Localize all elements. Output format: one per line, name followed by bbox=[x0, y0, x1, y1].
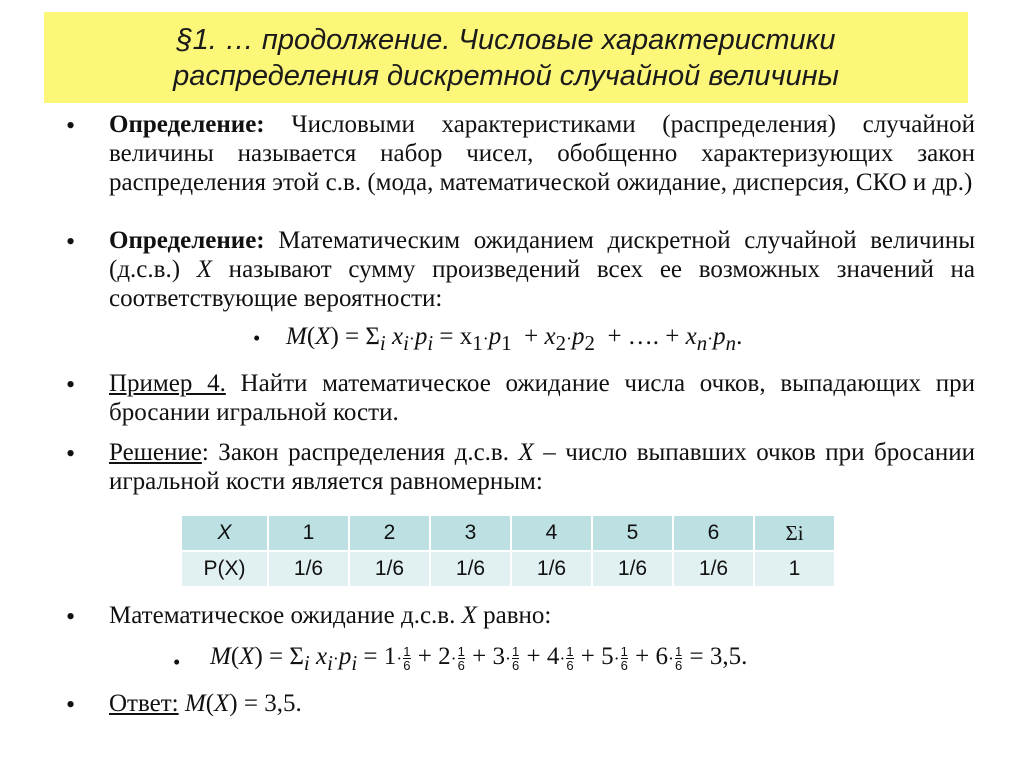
table-header-cell: 6 bbox=[673, 515, 754, 551]
formula-index: n bbox=[725, 331, 737, 355]
formula-p: p bbox=[414, 323, 428, 350]
table-header-cell: 5 bbox=[592, 515, 673, 551]
definition-label: Определение: bbox=[109, 111, 265, 138]
term-value: 5 bbox=[601, 643, 614, 670]
variable-x: X bbox=[196, 256, 212, 283]
answer: Ответ: M(X) = 3,5. bbox=[109, 690, 302, 717]
formula-index: i bbox=[403, 331, 409, 355]
bullet-marker: • bbox=[66, 370, 76, 399]
fraction-one-sixth: $\frac{1}{6}$ bbox=[675, 643, 683, 673]
definition-2-text-a: Математическим ожиданием дискретной случайной величины (д.с.в.) bbox=[109, 227, 975, 283]
solution-text-b: – число выпавших очков при бросании игральной кости является равномерным: bbox=[109, 439, 975, 495]
title-banner bbox=[44, 12, 968, 103]
expect-text-a: Математическое ожидание д.с.в. bbox=[109, 602, 462, 629]
fraction-one-sixth: $\frac{1}{6}$ bbox=[566, 643, 574, 673]
expectation-statement bbox=[109, 601, 975, 630]
table-row-label: P(X) bbox=[181, 551, 268, 587]
expectation-computation: $M(X) = \Sigma_i$ $x_i\cdot p_i = 1\cdot$ $\frac{1}{6}$ + 2· $\frac{1}{6}$ + 3· $\frac{1}{6}$ + 4· $\frac{1}{6}$ + 5· $\frac{1}{6}$ + 6· $\frac{1}{6}$ = 3,5. bbox=[210, 643, 748, 675]
formula-index: 1 bbox=[501, 331, 512, 355]
expectation-formula: $M(X) = \Sigma_i$ $x_i\cdot p_i = x_1\cdot p_1 + x_2\cdot p_2$ + …. + $x_n\cdot p_n$. bbox=[286, 323, 743, 355]
definition-2 bbox=[109, 226, 975, 313]
table-row bbox=[181, 551, 835, 587]
definition-label: Определение: bbox=[109, 227, 265, 254]
title-line-2: распределения дискретной случайной величины bbox=[173, 59, 839, 92]
example-4 bbox=[109, 369, 975, 427]
formula-sum: ) = Σ bbox=[254, 643, 304, 670]
title-line-1: §1. … продолжение. Числовые характеристики bbox=[176, 23, 836, 56]
table-cell: 1/6 bbox=[430, 551, 511, 587]
term-value: 4 bbox=[546, 643, 560, 670]
expect-text-b: равно: bbox=[476, 602, 552, 629]
formula-plus: + bbox=[524, 323, 539, 350]
formula-index: 2 bbox=[584, 331, 595, 355]
formula-index: n bbox=[696, 331, 708, 355]
formula-p: p bbox=[338, 643, 352, 670]
table-cell: 1/6 bbox=[673, 551, 754, 587]
fraction-one-sixth: $\frac{1}{6}$ bbox=[457, 643, 465, 673]
bullet-marker: • bbox=[173, 650, 181, 674]
formula-index: i bbox=[379, 331, 386, 355]
table-header-cell: 2 bbox=[349, 515, 430, 551]
formula-result: = 3,5. bbox=[689, 643, 748, 670]
formula-eq: = x bbox=[439, 323, 473, 350]
term-value: 3 bbox=[492, 643, 505, 670]
answer-label: Ответ: bbox=[109, 690, 179, 717]
table-cell: 1/6 bbox=[349, 551, 430, 587]
formula-index: i bbox=[427, 331, 434, 355]
bullet-marker: • bbox=[66, 111, 76, 140]
formula-term: x bbox=[391, 323, 404, 350]
bullet-marker: • bbox=[66, 602, 76, 631]
solution-text-a: : Закон распределения д.с.в. bbox=[201, 439, 519, 466]
formula-term: x bbox=[315, 643, 328, 670]
fraction-one-sixth: $\frac{1}{6}$ bbox=[511, 643, 520, 673]
table-header-cell: X bbox=[181, 515, 268, 551]
formula-term: x bbox=[685, 323, 697, 350]
formula-m: M bbox=[210, 643, 231, 670]
formula-end: . bbox=[736, 323, 743, 350]
formula-m: M bbox=[184, 690, 206, 717]
answer-value: ) = 3,5. bbox=[229, 690, 302, 717]
formula-index: 1 bbox=[472, 331, 483, 355]
fraction-one-sixth: $\frac{1}{6}$ bbox=[403, 643, 411, 673]
bullet-marker: • bbox=[253, 326, 261, 350]
solution bbox=[109, 438, 975, 496]
example-text: Найти математическое ожидание числа очков, выпадающих при бросании игральной кости. bbox=[109, 370, 976, 426]
table-header-cell: 4 bbox=[511, 515, 592, 551]
bullet-marker: • bbox=[66, 439, 76, 468]
definition-1-text: Числовыми характеристиками (распределения) случайной величины называется набор чисел, обобщенно характеризующих закон распределения этой с.в. (мода, математической ожидание, дисперсия, СКО и др.) bbox=[109, 111, 975, 196]
table-cell: 1 bbox=[754, 551, 835, 587]
table-header-cell: 3 bbox=[430, 515, 511, 551]
term-value: 6 bbox=[655, 643, 668, 670]
formula-ellipsis: + …. + bbox=[607, 323, 680, 350]
table-cell: 1/6 bbox=[592, 551, 673, 587]
distribution-table bbox=[180, 514, 836, 588]
formula-p: p bbox=[572, 323, 585, 350]
formula-x: X bbox=[214, 690, 230, 717]
term-value: 1 bbox=[383, 643, 397, 670]
table-header-cell: 1 bbox=[268, 515, 349, 551]
table-header-row bbox=[181, 515, 835, 551]
formula-p: p bbox=[488, 323, 502, 350]
formula-term: x bbox=[544, 323, 556, 350]
formula-m: M bbox=[286, 323, 307, 350]
formula-x: X bbox=[239, 643, 255, 670]
table-cell: 1/6 bbox=[511, 551, 592, 587]
formula-index: i bbox=[327, 651, 333, 675]
formula-x: X bbox=[315, 323, 331, 350]
formula-p: p bbox=[713, 323, 726, 350]
formula-index: 2 bbox=[555, 331, 567, 355]
table-cell: 1/6 bbox=[268, 551, 349, 587]
solution-label: Решение bbox=[109, 439, 202, 466]
formula-index: i bbox=[303, 651, 310, 675]
fraction-one-sixth: $\frac{1}{6}$ bbox=[620, 643, 628, 673]
formula-sum: ) = Σ bbox=[330, 323, 380, 350]
definition-2-text-b: называют сумму произведений всех ее возможных значений на соответствующие вероятности: bbox=[109, 256, 976, 312]
variable-x: X bbox=[461, 602, 477, 629]
variable-x: X bbox=[518, 439, 534, 466]
example-label: Пример 4. bbox=[109, 370, 226, 397]
bullet-marker: • bbox=[66, 227, 76, 256]
formula-index: i bbox=[351, 651, 358, 675]
slide-title bbox=[173, 22, 839, 94]
bullet-marker: • bbox=[66, 690, 76, 719]
definition-1 bbox=[109, 110, 975, 197]
term-value: 2 bbox=[438, 643, 451, 670]
table-header-cell: Σi bbox=[754, 515, 835, 551]
